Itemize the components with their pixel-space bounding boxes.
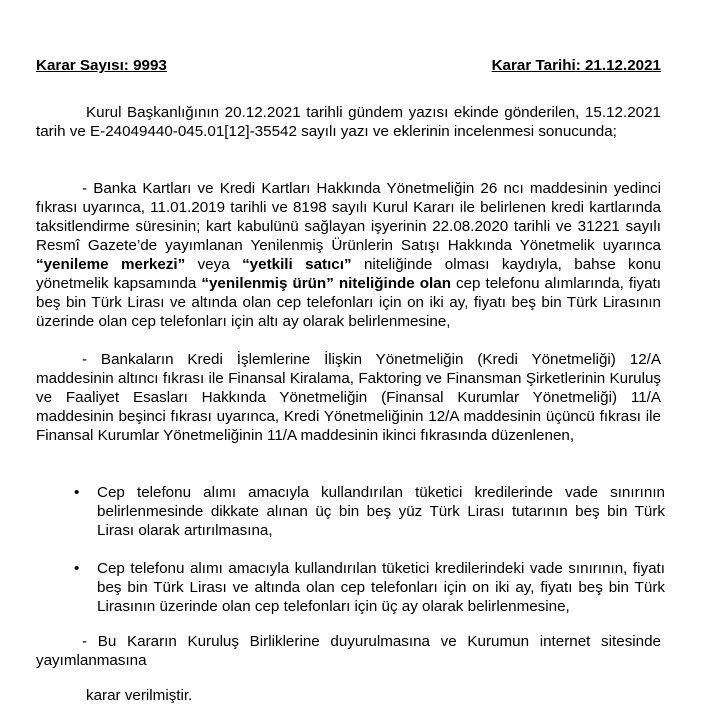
item-1-part-3: niteliğinde olması kaydıyla, bahse konu yönetmelik kapsamında <box>36 256 661 292</box>
decision-header <box>36 56 661 75</box>
item-1-bold-renewal-center: “yenileme merkezi” <box>36 256 186 273</box>
closing-paragraph <box>36 686 661 705</box>
item-1-part-2: veya <box>185 256 243 273</box>
decision-number: Karar Sayısı: 9993 <box>36 57 167 74</box>
decision-date: Karar Tarihi: 21.12.2021 <box>491 57 661 74</box>
item-2-text: - Bankaların Kredi İşlemlerine İlişkin Yönetmeliğin (Kredi Yönetmeliği) 12/A maddesinin altıncı fıkrası ile Finansal Kiralama, Faktoring ve Finansman Şirketlerinin Kuruluş ve Faaliyet Esasları Hakkında Yönetmeliğin (Finansal Kurumlar Yönetmeliği) 11/A maddesinin beşinci fıkrası uyarınca, Kredi Yönetmeliğinin 12/A maddesinin üçüncü fıkrası ile Finansal Kurumlar Yönetmeliğinin 11/A maddesinin ikinci fıkrasında düzenlenen, <box>36 351 661 444</box>
bullet-item-2: • Cep telefonu alımı amacıyla kullandırılan tüketici kredilerindeki vade sınırının, fiyatı beş bin Türk Lirası ve altında olan cep telefonları için on iki ay, fiyatı beş bin Türk Lirasının üzerinde olan cep telefonları için üç ay olarak belirlenmesine, <box>60 559 665 616</box>
item-1-bold-authorized-seller: “yetkili satıcı” <box>242 256 352 273</box>
intro-paragraph <box>36 103 661 141</box>
intro-text: Kurul Başkanlığının 20.12.2021 tarihli gündem yazısı ekinde gönderilen, 15.12.2021 tarih ve E-24049440-045.01[12]-35542 sayılı yazı ve eklerinin incelenmesi sonucunda; <box>36 104 661 140</box>
item-2-paragraph <box>36 350 661 445</box>
item-3-text: - Bu Kararın Kuruluş Birliklerine duyurulmasına ve Kurumun internet sitesinde yayımlanmasına <box>36 633 661 669</box>
bullet-list-2 <box>60 559 665 616</box>
item-1-part-4: cep telefonu alımlarında, fiyatı beş bin Türk Lirası ve altında olan cep telefonları için on iki ay, fiyatı beş bin Türk Lirasının üzerinde olan cep telefonları için altı ay olarak belirlenmesine, <box>36 275 661 330</box>
item-1-text <box>36 179 661 331</box>
item-1-bold-renewed-product: “yenilenmiş ürün” niteliğinde olan <box>201 275 451 292</box>
bullet-list <box>60 483 665 540</box>
item-1-part-1: - Banka Kartları ve Kredi Kartları Hakkında Yönetmeliğin 26 ncı maddesinin yedinci fıkrası uyarınca, 11.01.2019 tarihli ve 8198 sayılı Kurul Kararı ile belirlenen kredi kartlarında taksitlendirme süresinin; kart kabulünü sağlayan işyerinin 22.08.2020 tarihli ve 31221 sayılı Resmî Gazete’de yayımlanan Yenilenmiş Ürünlerin Satışı Hakkında Yönetmelik uyarınca <box>36 180 661 254</box>
item-1-paragraph <box>36 179 661 331</box>
closing-text: karar verilmiştir. <box>86 687 193 704</box>
bullet-item-1: • Cep telefonu alımı amacıyla kullandırılan tüketici kredilerinde vade sınırının belirlenmesinde dikkate alınan üç bin beş yüz Türk Lirası tutarının beş bin Türk Lirası olarak artırılmasına, <box>60 483 665 540</box>
item-3-paragraph <box>36 632 661 670</box>
